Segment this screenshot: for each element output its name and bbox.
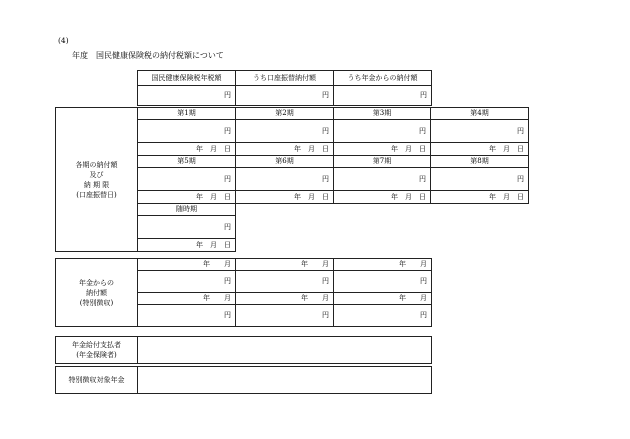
pension-month-6[interactable]: 年 月 (334, 293, 432, 305)
pension-month-4[interactable]: 年 月 (138, 293, 236, 305)
extra-period-amount[interactable]: 円 (138, 216, 236, 239)
document-number: (4) (58, 36, 69, 45)
payer-label-line: (年金保険者) (76, 351, 117, 359)
period-4-date[interactable]: 年 月 日 (431, 143, 529, 156)
annual-tax-header: 国民健康保険税年税額 (138, 71, 236, 86)
pension-label-line: 納付額 (86, 288, 107, 297)
pension-table (55, 258, 432, 327)
pension-label-line: (特別徴収) (79, 298, 114, 307)
installments-table (55, 107, 529, 252)
pension-payment-header: うち年金からの納付額 (334, 71, 432, 86)
period-7-amount[interactable]: 円 (334, 168, 431, 191)
period-8-amount[interactable]: 円 (431, 168, 529, 191)
period-6-amount[interactable]: 円 (236, 168, 334, 191)
period-3-header: 第3期 (334, 108, 431, 120)
period-6-header: 第6期 (236, 156, 334, 168)
period-4-header: 第4期 (431, 108, 529, 120)
payer-table (55, 336, 432, 364)
installments-label-line: (口座振替日) (76, 190, 117, 199)
period-2-date[interactable]: 年 月 日 (236, 143, 334, 156)
extra-period-date[interactable]: 年 月 日 (138, 239, 236, 252)
bank-transfer-header: うち口座振替納付額 (236, 71, 334, 86)
pension-side-label (56, 259, 138, 327)
payer-label-line: 年金給付支払者 (72, 341, 121, 349)
payer-value[interactable] (138, 337, 432, 364)
installments-label-line: 及び (89, 170, 104, 179)
pension-month-3[interactable]: 年 月 (334, 259, 432, 271)
target-value[interactable] (138, 367, 432, 394)
pension-amount-5[interactable]: 円 (236, 305, 334, 327)
pension-amount-2[interactable]: 円 (236, 271, 334, 293)
period-6-date[interactable]: 年 月 日 (236, 191, 334, 204)
bank-transfer-value[interactable]: 円 (236, 86, 334, 106)
period-7-header: 第7期 (334, 156, 431, 168)
pension-month-2[interactable]: 年 月 (236, 259, 334, 271)
period-8-header: 第8期 (431, 156, 529, 168)
pension-amount-1[interactable]: 円 (138, 271, 236, 293)
installments-label-line: 納 期 限 (83, 180, 110, 189)
target-label: 特別徴収対象年金 (56, 367, 138, 394)
period-1-header: 第1期 (138, 108, 236, 120)
target-table (55, 366, 432, 394)
installments-label-line: 各期の納付額 (75, 160, 118, 169)
extra-period-header: 随時期 (138, 204, 236, 216)
pension-amount-6[interactable]: 円 (334, 305, 432, 327)
installments-side-label (56, 108, 138, 252)
period-2-amount[interactable]: 円 (236, 120, 334, 143)
period-1-date[interactable]: 年 月 日 (138, 143, 236, 156)
pension-month-1[interactable]: 年 月 (138, 259, 236, 271)
blank-area (236, 204, 529, 252)
document-title: 年度 国民健康保険税の納付税額について (72, 51, 224, 60)
pension-amount-4[interactable]: 円 (138, 305, 236, 327)
period-8-date[interactable]: 年 月 日 (431, 191, 529, 204)
summary-table (137, 70, 432, 106)
pension-month-5[interactable]: 年 月 (236, 293, 334, 305)
period-3-date[interactable]: 年 月 日 (334, 143, 431, 156)
period-7-date[interactable]: 年 月 日 (334, 191, 431, 204)
annual-tax-value[interactable]: 円 (138, 86, 236, 106)
period-5-header: 第5期 (138, 156, 236, 168)
period-4-amount[interactable]: 円 (431, 120, 529, 143)
period-3-amount[interactable]: 円 (334, 120, 431, 143)
period-5-date[interactable]: 年 月 日 (138, 191, 236, 204)
period-1-amount[interactable]: 円 (138, 120, 236, 143)
period-5-amount[interactable]: 円 (138, 168, 236, 191)
payer-label (56, 337, 138, 364)
pension-payment-value[interactable]: 円 (334, 86, 432, 106)
period-2-header: 第2期 (236, 108, 334, 120)
pension-amount-3[interactable]: 円 (334, 271, 432, 293)
pension-label-line: 年金からの (79, 278, 114, 287)
